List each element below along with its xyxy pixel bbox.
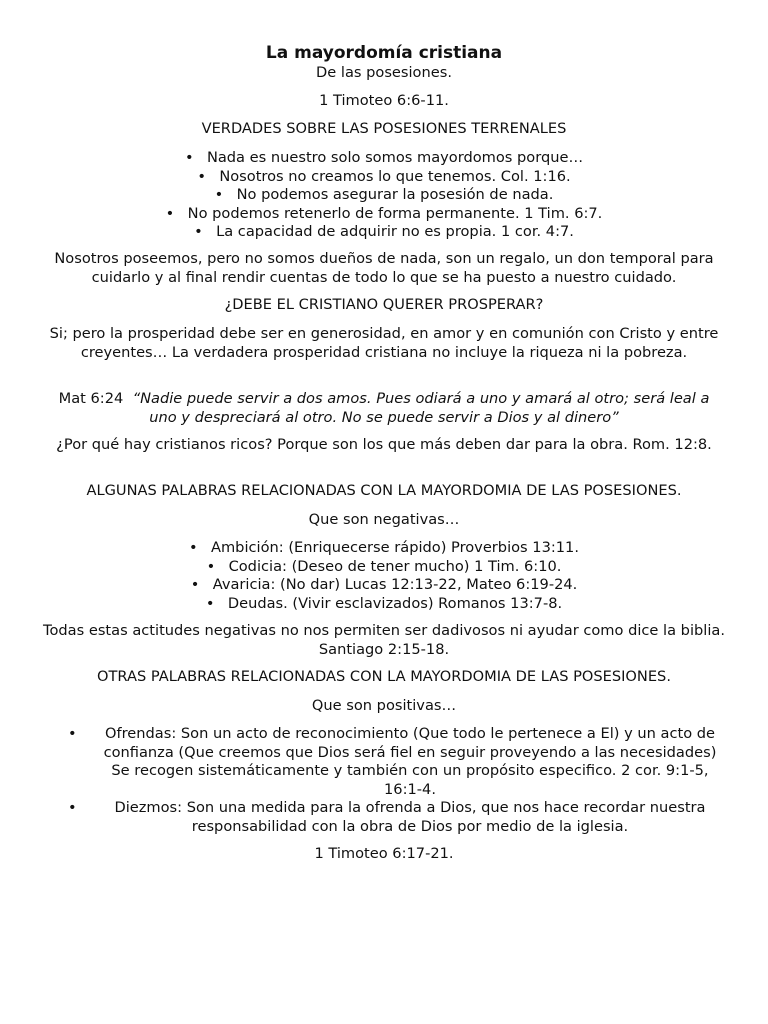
subtitle: De las posesiones.: [316, 64, 452, 81]
list-item: • Ambición: (Enriquecerse rápido) Proverbios 13:11.: [188, 539, 579, 556]
positive-subheading: Que son positivas…: [311, 697, 457, 714]
document-title: La mayordomía cristiana: [265, 43, 503, 63]
scripture-reference-2: 1 Timoteo 6:17-21.: [314, 845, 454, 862]
section-heading-prosperar: ¿DEBE EL CRISTIANO QUERER PROSPERAR?: [224, 296, 544, 313]
section-heading-positivas: OTRAS PALABRAS RELACIONADAS CON LA MAYORDOMIA DE LAS POSESIONES.: [97, 668, 671, 685]
list-item: • Nosotros no creamos lo que tenemos. Col. 1:16.: [197, 167, 571, 185]
negative-subheading: Que son negativas…: [308, 511, 460, 528]
section-heading-negativas: ALGUNAS PALABRAS RELACIONADAS CON LA MAYORDOMIA DE LAS POSESIONES.: [86, 482, 682, 499]
list-item: • Diezmos: Son una medida para la ofrenda a Dios, que nos hace recordar nuestra responsabilidad con la obra de Dios por medio de la iglesia.: [68, 799, 706, 835]
bullet-icon: •: [214, 186, 224, 203]
list-item: • Codicia: (Deseo de tener mucho) 1 Tim. 6:10.: [206, 557, 562, 575]
bullet-icon: •: [165, 204, 175, 222]
paragraph-poseemos: Nosotros poseemos, pero no somos dueños de nada, son un regalo, un don temporal para cuidarlo y al final rendir cuentas de todo lo que se ha puesto a nuestro cuidado.: [54, 250, 714, 286]
negative-words-list: [0, 539, 768, 613]
positive-words-list: [66, 725, 726, 836]
quote-block: [54, 390, 714, 427]
paragraph-actitudes: Todas estas actitudes negativas no nos permiten ser dadivosos ni ayudar como dice la biblia. Santiago 2:15-18.: [43, 622, 725, 658]
list-item: • Nada es nuestro solo somos mayordomos porque…: [184, 149, 584, 166]
scripture-reference-1: 1 Timoteo 6:6-11.: [319, 92, 449, 109]
bullet-icon: •: [188, 539, 198, 556]
bullet-icon: •: [197, 167, 206, 185]
bullet-icon: •: [184, 149, 194, 166]
bullet-icon: •: [68, 725, 77, 742]
bullet-icon: •: [206, 557, 216, 575]
paragraph-prosperidad: Si; pero la prosperidad debe ser en generosidad, en amor y en comunión con Cristo y entre creyentes… La verdadera prosperidad cristiana no incluye la riqueza ni la pobreza.: [49, 325, 719, 361]
bullet-icon: •: [194, 223, 203, 240]
quote-text: “Nadie puede servir a dos amos. Pues odiará a uno y amará al otro; será leal a uno y despreciará al otro. No se puede servir a Dios y al dinero”: [132, 390, 710, 426]
list-item: • Ofrendas: Son un acto de reconocimiento (Que todo le pertenece a El) y un acto de confianza (Que creemos que Dios será fiel en seguir proveyendo a las necesidades) Se recogen sistemáticamente y también con un propósito especifico. 2 cor. 9:1-5, 16:1-4.: [68, 725, 717, 798]
quote-reference: Mat 6:24: [58, 390, 124, 407]
section-heading-verdades: VERDADES SOBRE LAS POSESIONES TERRENALES: [201, 120, 567, 137]
truths-list: [0, 149, 768, 242]
list-item: • No podemos asegurar la posesión de nada.: [214, 186, 554, 203]
paragraph-ricos: ¿Por qué hay cristianos ricos? Porque son los que más deben dar para la obra. Rom. 12:8.: [56, 436, 712, 453]
list-item: • Avaricia: (No dar) Lucas 12:13-22, Mateo 6:19-24.: [190, 576, 578, 593]
bullet-icon: •: [190, 576, 200, 593]
bullet-icon: •: [68, 799, 77, 816]
list-item: • La capacidad de adquirir no es propia. 1 cor. 4:7.: [194, 223, 574, 240]
bullet-icon: •: [205, 594, 215, 612]
list-item: • No podemos retenerlo de forma permanente. 1 Tim. 6:7.: [165, 204, 603, 222]
list-item: • Deudas. (Vivir esclavizados) Romanos 13:7-8.: [205, 594, 563, 612]
